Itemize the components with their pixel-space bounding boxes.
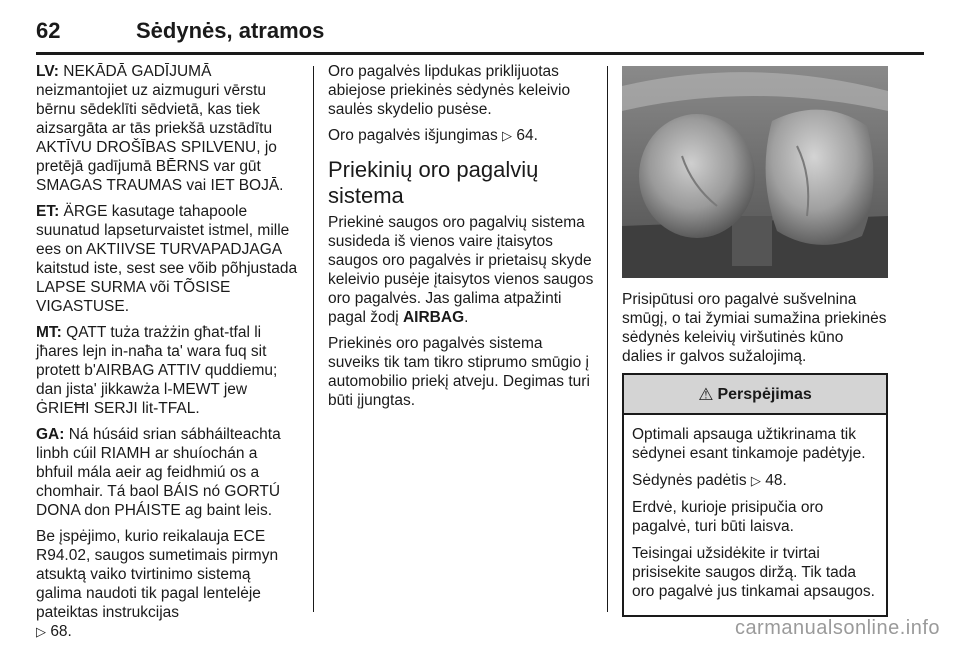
warning-ga: GA: Ná húsáid srian sábháilteachta linbh cúil RIAMH ar shuíochán a bhfuil mála aeir ag feidhmiú os a chomhair. Tá baol BÁIS nó GORTÚ DONA don PHÁISTE ag baint leis. (36, 426, 281, 519)
paragraph: Oro pagalvės išjungimas ▷ 64. (328, 127, 538, 144)
ref-arrow-icon: ▷ (502, 128, 513, 143)
column-1 (36, 62, 298, 648)
column-3 (622, 66, 888, 617)
paragraph: Sėdynės padėtis ▷ 48. (632, 472, 787, 489)
page-number: 62 (36, 18, 61, 43)
paragraph: Priekinės oro pagalvės sistema suveiks tik tam tikro stiprumo smūgio į automobilio priekį atveju. Degimas turi būti įjungtas. (328, 335, 590, 409)
warning-triangle-icon: ⚠ (698, 384, 714, 404)
header-rule (36, 52, 924, 55)
column-divider (313, 66, 314, 612)
warning-header (624, 375, 886, 415)
page-header (36, 8, 924, 54)
paragraph: Priekinė saugos oro pagalvių sistema susideda iš vienos vaire įtaisytos saugos oro pagalvės ir prietaisų skyde keleivio pusėje įtaisytos vienos saugos oro pagalvės. Jas galima atpažinti pagal žodį AIRBAG. (328, 214, 594, 326)
page-ref-link[interactable]: ▷ 64. (502, 127, 538, 144)
warning-lv: LV: NEKĀDĀ GADĪJUMĀ neizmantojiet uz aizmuguri vērstu bērnu sēdeklīti sēdvietā, kas tiek aizsargāta ar tās priekšā uzstādītu AKTĪVU DROŠĪBAS SPILVENU, jo pretējā gadījumā BĒRNS var gūt SMAGAS TRAUMAS vai IET BOJĀ. (36, 63, 284, 194)
paragraph: Optimali apsauga užtikrinama tik sėdynei esant tinkamoje padėtyje. (632, 426, 866, 462)
warning-title: Perspėjimas (717, 385, 812, 403)
page-ref-link[interactable]: ▷ 68. (36, 623, 72, 640)
ref-arrow-icon: ▷ (750, 473, 761, 488)
section-title: Sėdynės, atramos (136, 18, 325, 43)
paragraph: Teisingai užsidėkite ir tvirtai prisisekite saugos diržą. Tik tada oro pagalvė jus tinkamai apsaugos. (632, 545, 875, 600)
ref-arrow-icon: ▷ (36, 624, 46, 639)
warning-body (624, 415, 886, 615)
paragraph: Erdvė, kurioje prisipučia oro pagalvė, turi būti laisva. (632, 499, 824, 535)
closing-paragraph: Be įspėjimo, kurio reikalauja ECE R94.02, saugos sumetimais pirmyn atsuktą vaiko tvirtinimo sistemą galima naudoti tik pagal lentelėje pateiktas instrukcijas ▷ 68. (36, 528, 279, 640)
photo-caption: Prisipūtusi oro pagalvė sušvelnina smūgį, o tai žymiai sumažina priekinės sėdynės keleivių viršutinės kūno dalies ir galvos sužalojimą. (622, 291, 887, 365)
airbag-photo (622, 66, 888, 278)
watermark: carmanualsonline.info (734, 617, 940, 639)
warning-et: ET: ÄRGE kasutage tahapoole suunatud lapseturvaistet istmel, mille ees on AKTIIVSE TURVAPADJAGA kaitstud iste, sest see võib põhjustada LAPSE SURMA või TÕSISE VIGASTUSE. (36, 203, 298, 315)
page-ref-link[interactable]: ▷ 48. (750, 472, 787, 489)
paragraph: Oro pagalvės lipdukas priklijuotas abiejose priekinės sėdynės keleivio saulės skydelio pusėse. (328, 63, 571, 118)
subsection-heading: Priekinių oro pagalvių sistema (328, 157, 539, 208)
warning-box (622, 373, 888, 617)
column-divider (607, 66, 608, 612)
warning-mt: MT: QATT tuża trażżin għat-tfal li jħares lejn in-naħa ta' wara fuq sit protett b'AIRBAG ATTIV quddiemu; dan jista' jikkawża l-MEWT jew ĠRIEĦI SERJI lit-TFAL. (36, 324, 278, 417)
column-2 (328, 62, 594, 417)
